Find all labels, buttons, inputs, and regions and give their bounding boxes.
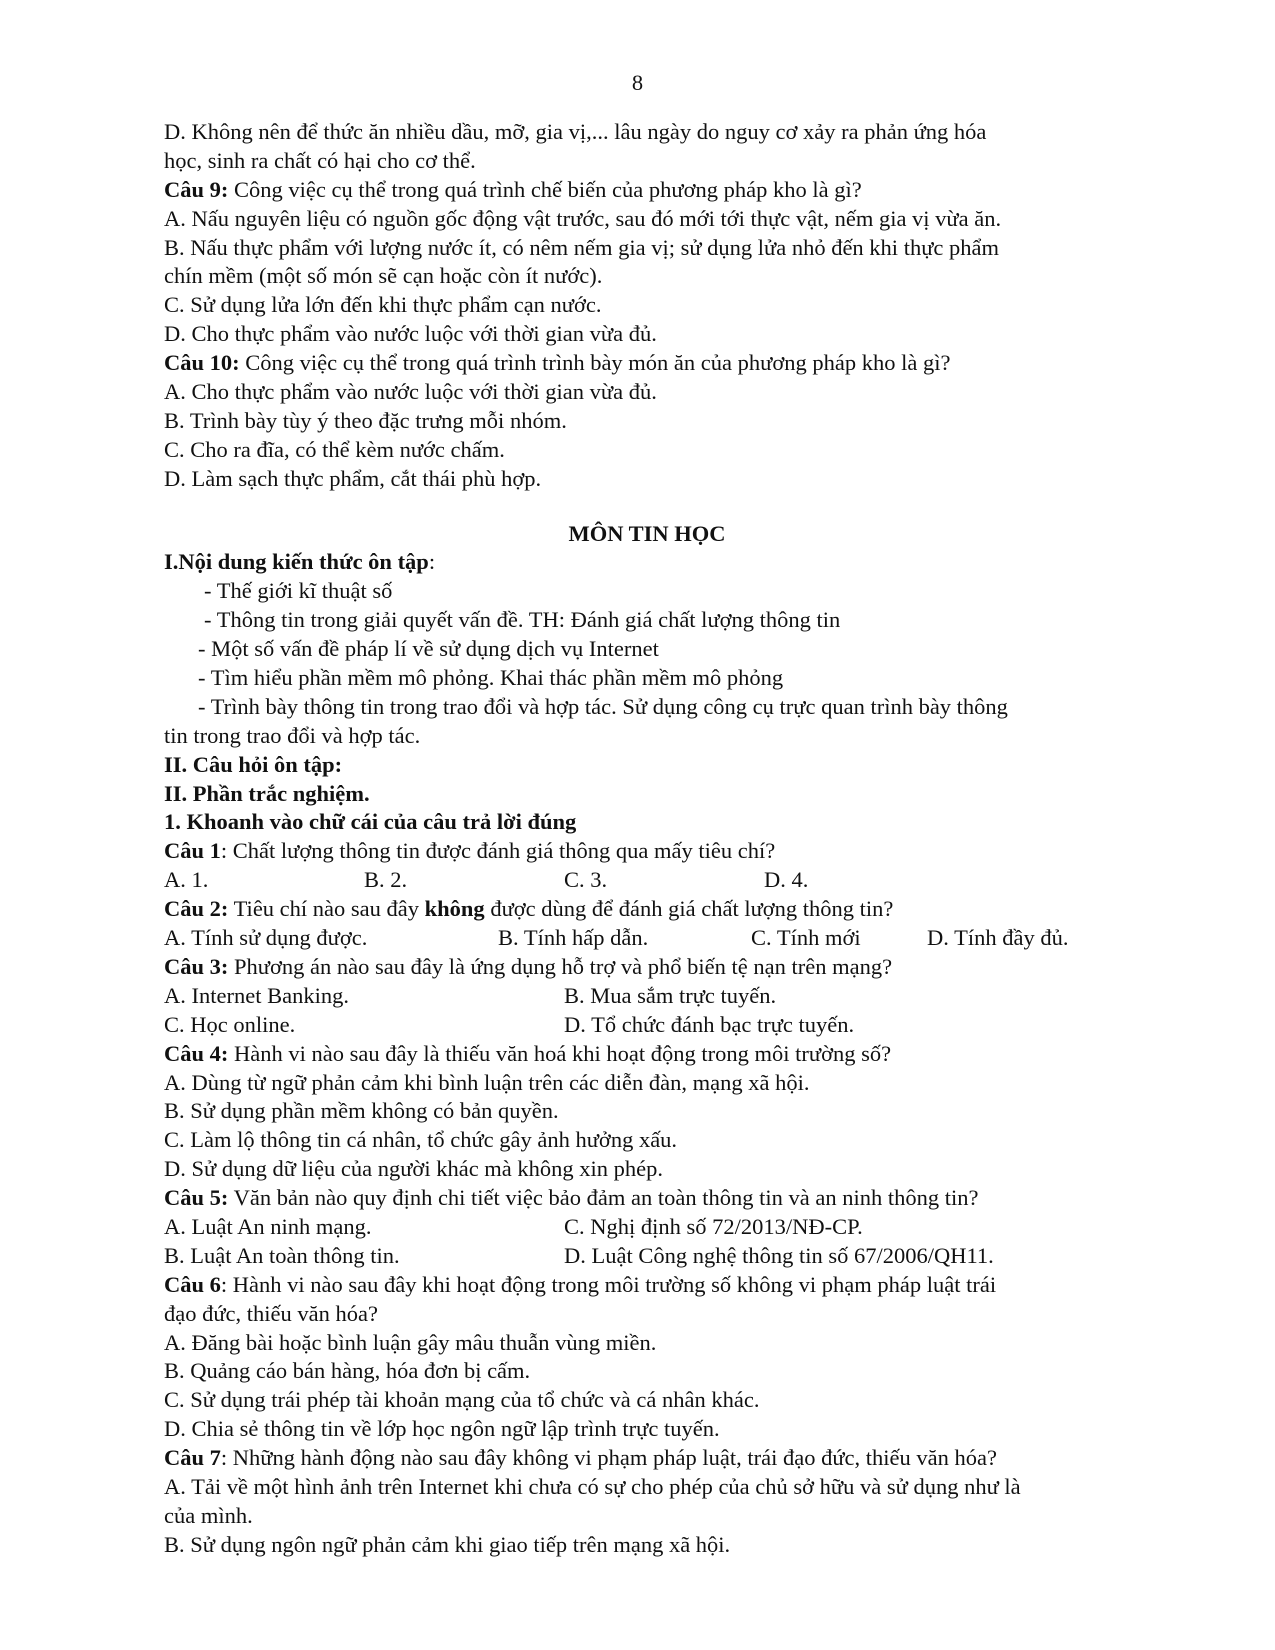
c1-label: Câu 1 <box>164 838 221 864</box>
part1-item-5-line1: - Trình bày thông tin trong trao đổi và hợp tác. Sử dụng công cụ trực quan trình bày thông <box>198 693 1008 719</box>
part1-heading-line <box>164 548 1130 577</box>
c1-question <box>164 837 1130 866</box>
c1-option-b: B. 2. <box>364 867 408 893</box>
c4-option-d: D. Sử dụng dữ liệu của người khác mà không xin phép. <box>164 1156 664 1182</box>
c5-options-row2 <box>164 1242 1130 1271</box>
c6-text-line2: đạo đức, thiếu văn hóa? <box>164 1300 378 1326</box>
q9-option-a: A. Nấu nguyên liệu có nguồn gốc động vật trước, sau đó mới tới thực vật, nếm gia vị vừa ăn. <box>164 205 1002 231</box>
c5-question <box>164 1184 1130 1213</box>
part1-heading-colon: : <box>428 549 436 575</box>
c2-options <box>164 924 1130 953</box>
c2-option-c: C. Tính mới <box>751 925 861 951</box>
c5-option-c: C. Nghị định số 72/2013/NĐ-CP. <box>564 1213 863 1239</box>
q10-option-b: B. Trình bày tùy ý theo đặc trưng mỗi nhóm. <box>164 407 567 433</box>
c1-option-c: C. 3. <box>564 867 608 893</box>
c4-option-c: C. Làm lộ thông tin cá nhân, tổ chức gây ảnh hưởng xấu. <box>164 1127 678 1153</box>
c3-label: Câu 3: <box>164 953 229 979</box>
part1-heading: I.Nội dung kiến thức ôn tập <box>164 549 429 575</box>
part1-item-5-line2: tin trong trao đổi và hợp tác. <box>164 722 421 748</box>
c6-question-line1 <box>164 1271 1130 1300</box>
c4-option-a: A. Dùng từ ngữ phản cảm khi bình luận trên các diễn đàn, mạng xã hội. <box>164 1069 810 1095</box>
c4-label: Câu 4: <box>164 1040 229 1066</box>
c7-option-a-line2: của mình. <box>164 1502 253 1528</box>
question-9-text: Công việc cụ thể trong quá trình chế biến của phương pháp kho là gì? <box>228 176 862 202</box>
c5-option-d: D. Luật Công nghệ thông tin số 67/2006/QH11. <box>564 1242 994 1268</box>
c3-option-b: B. Mua sắm trực tuyến. <box>564 982 777 1008</box>
question-10 <box>164 349 1130 378</box>
c5-option-a: A. Luật An ninh mạng. <box>164 1213 372 1239</box>
c2-text-pre: Tiêu chí nào sau đây <box>228 896 425 922</box>
page-number: 8 <box>631 70 644 95</box>
q10-option-a: A. Cho thực phẩm vào nước luộc với thời gian vừa đủ. <box>164 379 657 405</box>
c1-option-a: A. 1. <box>164 867 209 893</box>
part1-item-3: - Một số vấn đề pháp lí về sử dụng dịch vụ Internet <box>198 636 659 662</box>
c5-label: Câu 5: <box>164 1185 229 1211</box>
c3-text: Phương án nào sau đây là ứng dụng hỗ trợ và phổ biến tệ nạn trên mạng? <box>228 953 893 979</box>
q10-option-c: C. Cho ra đĩa, có thể kèm nước chấm. <box>164 436 505 462</box>
c3-option-a: A. Internet Banking. <box>164 982 349 1008</box>
c2-option-a: A. Tính sử dụng được. <box>164 925 368 951</box>
c3-options-row2 <box>164 1011 1130 1040</box>
prev-q8-option-d-line1: D. Không nên để thức ăn nhiều dầu, mỡ, gia vị,... lâu ngày do nguy cơ xảy ra phản ứng hóa <box>164 119 987 144</box>
c6-option-a: A. Đăng bài hoặc bình luận gây mâu thuẫn vùng miền. <box>164 1329 657 1355</box>
q9-option-b-line1: B. Nấu thực phẩm với lượng nước ít, có nêm nếm gia vị; sử dụng lửa nhỏ đến khi thực phẩm <box>164 234 999 260</box>
c3-option-d: D. Tổ chức đánh bạc trực tuyến. <box>564 1011 855 1037</box>
q9-option-c: C. Sử dụng lửa lớn đến khi thực phẩm cạn nước. <box>164 292 602 318</box>
q10-option-d: D. Làm sạch thực phẩm, cắt thái phù hợp. <box>164 465 542 491</box>
question-9 <box>164 176 1130 205</box>
question-10-label: Câu 10: <box>164 350 240 376</box>
c4-option-b: B. Sử dụng phần mềm không có bản quyền. <box>164 1098 559 1124</box>
instruction: 1. Khoanh vào chữ cái của câu trả lời đúng <box>164 809 577 835</box>
question-9-label: Câu 9: <box>164 176 229 202</box>
section-title: MÔN TIN HỌC <box>568 520 726 546</box>
q9-option-d: D. Cho thực phẩm vào nước luộc với thời gian vừa đủ. <box>164 321 657 347</box>
c5-text: Văn bản nào quy định chi tiết việc bảo đảm an toàn thông tin và an ninh thông tin? <box>228 1185 979 1211</box>
c2-question <box>164 895 1130 924</box>
c7-option-a-line1: A. Tải về một hình ảnh trên Internet khi chưa có sự cho phép của chủ sở hữu và sử dụng như là <box>164 1473 1021 1499</box>
c7-label: Câu 7 <box>164 1445 221 1471</box>
c6-option-d: D. Chia sẻ thông tin về lớp học ngôn ngữ lập trình trực tuyến. <box>164 1416 720 1442</box>
part2-heading: II. Câu hỏi ôn tập: <box>164 751 343 777</box>
c6-text-line1: : Hành vi nào sau đây khi hoạt động trong môi trường số không vi phạm pháp luật trái <box>220 1271 997 1297</box>
c3-options-row1 <box>164 982 1130 1011</box>
c1-options <box>164 866 1130 895</box>
part1-item-2: - Thông tin trong giải quyết vấn đề. TH: Đánh giá chất lượng thông tin <box>204 607 841 633</box>
c1-text: : Chất lượng thông tin được đánh giá thông qua mấy tiêu chí? <box>220 838 776 864</box>
part2-subheading: II. Phần trắc nghiệm. <box>164 780 370 806</box>
c2-option-b: B. Tính hấp dẫn. <box>498 925 649 951</box>
c6-label: Câu 6 <box>164 1271 221 1297</box>
c2-option-d: D. Tính đầy đủ. <box>927 925 1069 951</box>
c3-question <box>164 953 1130 982</box>
part1-item-4: - Tìm hiểu phần mềm mô phỏng. Khai thác phần mềm mô phỏng <box>198 665 784 691</box>
c7-text: : Những hành động nào sau đây không vi phạm pháp luật, trái đạo đức, thiếu văn hóa? <box>220 1445 997 1471</box>
c3-option-c: C. Học online. <box>164 1011 296 1037</box>
page-body <box>164 118 1130 1560</box>
c7-question <box>164 1444 1130 1473</box>
c6-option-c: C. Sử dụng trái phép tài khoản mạng của tổ chức và cá nhân khác. <box>164 1387 760 1413</box>
q9-option-b-line2: chín mềm (một số món sẽ cạn hoặc còn ít nước). <box>164 263 603 289</box>
c5-options-row1 <box>164 1213 1130 1242</box>
prev-q8-option-d-line2: học, sinh ra chất có hại cho cơ thể. <box>164 147 476 173</box>
c4-text: Hành vi nào sau đây là thiếu văn hoá khi hoạt động trong môi trường số? <box>228 1040 892 1066</box>
c7-option-b: B. Sử dụng ngôn ngữ phản cảm khi giao tiếp trên mạng xã hội. <box>164 1531 731 1557</box>
c2-text-post: được dùng để đánh giá chất lượng thông tin? <box>484 896 894 922</box>
question-10-text: Công việc cụ thể trong quá trình trình bày món ăn của phương pháp kho là gì? <box>239 350 951 376</box>
c2-label: Câu 2: <box>164 896 229 922</box>
c1-option-d: D. 4. <box>764 867 809 893</box>
c5-option-b: B. Luật An toàn thông tin. <box>164 1242 400 1268</box>
c2-bold-word: không <box>424 896 485 922</box>
part1-item-1: - Thế giới kĩ thuật số <box>204 578 393 604</box>
c4-question <box>164 1040 1130 1069</box>
c6-option-b: B. Quảng cáo bán hàng, hóa đơn bị cấm. <box>164 1358 531 1384</box>
